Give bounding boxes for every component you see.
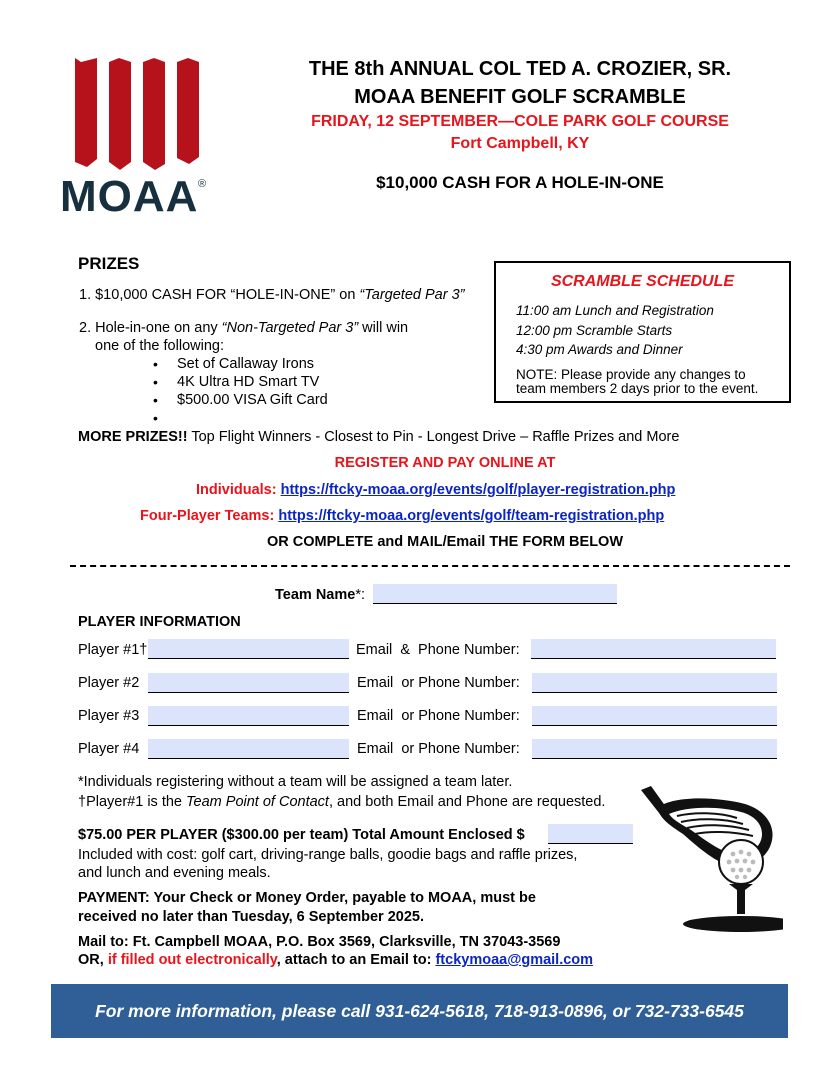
team-name-field[interactable] [373,584,617,604]
prize-option [153,409,328,427]
individuals-row [196,482,675,498]
player-1-label: Player #1† [78,642,148,658]
prize-item-2-suffix: will win [358,320,409,336]
cost-included-line1: Included with cost: golf cart, driving-range balls, goodie bags and raffle prizes, [78,847,578,863]
individuals-label: Individuals: [196,482,277,498]
registered-mark: ® [198,178,207,190]
event-title-line1: THE 8th ANNUAL COL TED A. CROZIER, SR. [308,58,732,80]
event-location: Fort Campbell, KY [450,135,590,152]
cut-line-divider [70,565,790,567]
player-1-contact-label: Email & Phone Number: [356,642,520,658]
contact-note [78,794,605,810]
payment-line1: PAYMENT: Your Check or Money Order, payable to MOAA, must be [78,890,536,906]
player-4-contact-field[interactable] [532,739,777,759]
schedule-note-line2: team members 2 days prior to the event. [516,381,759,396]
prize-option: • Set of Callaway Irons [153,355,328,373]
player-2-label: Player #2 [78,675,140,691]
email-or-prefix: OR, [78,952,108,968]
email-or-red: if filled out electronically [107,952,277,968]
prizes-heading: PRIZES [78,254,140,273]
teams-row [140,508,664,524]
cost-included-line2: and lunch and evening meals. [78,865,271,881]
player-3-contact-field[interactable] [532,706,777,726]
player-1-name-field[interactable] [148,639,349,659]
contact-note-suffix: , and both Email and Phone are requested. [328,794,606,810]
schedule-row: 11:00 am Lunch and Registration [516,303,714,318]
register-heading: REGISTER AND PAY ONLINE AT [334,455,556,471]
schedule-title: SCRAMBLE SCHEDULE [550,273,735,290]
contact-note-em: Team Point of Contact [186,794,329,810]
player-3-label: Player #3 [78,708,140,724]
player-3-name-field[interactable] [148,706,349,726]
prize-option: • 4K Ultra HD Smart TV [153,373,328,391]
schedule-row: 4:30 pm Awards and Dinner [516,342,683,357]
moaa-logo-bars [75,58,199,173]
teams-label: Four-Player Teams: [140,508,275,524]
individuals-registration-link[interactable]: https://ftcky-moaa.org/events/golf/player-registration.php [280,482,676,498]
golf-club-icon [633,786,783,936]
amount-enclosed-field[interactable] [548,824,633,844]
player-4-contact-label: Email or Phone Number: [357,741,520,757]
mail-line: Mail to: Ft. Campbell MOAA, P.O. Box 3569, Clarksville, TN 37043-3569 [78,934,561,950]
team-name-label: Team Name [275,587,356,603]
prize-item-1-em: “Targeted Par 3” [359,287,465,303]
prize-item-1-text: 1. $10,000 CASH FOR “HOLE-IN-ONE” on [79,287,360,303]
or-complete-line: OR COMPLETE and MAIL/Email THE FORM BELOW [266,534,624,550]
player-1-contact-field[interactable] [531,639,776,659]
player-2-name-field[interactable] [148,673,349,693]
more-prizes [78,429,679,445]
prize-item-1 [79,287,464,303]
player-2-contact-field[interactable] [532,673,777,693]
prize-options-list [153,355,328,427]
more-prizes-label: MORE PRIZES!! [78,429,188,445]
contact-note-prefix: †Player#1 is the [78,794,187,810]
prize-option: • $500.00 VISA Gift Card [153,391,328,409]
prize-item-2 [79,320,408,336]
schedule-note-line1: NOTE: Please provide any changes to [516,367,746,382]
schedule-row: 12:00 pm Scramble Starts [516,323,673,338]
player-3-contact-label: Email or Phone Number: [357,708,520,724]
team-name-suffix: *: [355,587,365,603]
golf-ball-icon [719,840,763,884]
team-name-label-group [275,587,365,603]
player-4-label: Player #4 [78,741,140,757]
email-link[interactable]: ftckymoaa@gmail.com [435,952,594,968]
prize-item-2-em: “Non-Targeted Par 3” [221,320,359,336]
cost-line: $75.00 PER PLAYER ($300.00 per team) Total Amount Enclosed $ [78,827,525,843]
teams-registration-link[interactable]: https://ftcky-moaa.org/events/golf/team-registration.php [278,508,665,524]
event-date-venue: FRIDAY, 12 SEPTEMBER—COLE PARK GOLF COURSE [311,113,729,130]
prize-item-2-line2: one of the following: [95,338,224,354]
player-4-name-field[interactable] [148,739,349,759]
event-title-line2: MOAA BENEFIT GOLF SCRAMBLE [354,86,686,108]
email-line [78,952,593,968]
player-2-contact-label: Email or Phone Number: [357,675,520,691]
headline-prize: $10,000 CASH FOR A HOLE-IN-ONE [376,173,664,192]
email-or-suffix: , attach to an Email to: [276,952,436,968]
prize-item-2-text: 2. Hole-in-one on any [79,320,222,336]
more-prizes-text: Top Flight Winners - Closest to Pin - Longest Drive – Raffle Prizes and More [187,429,680,445]
footer-contact-banner: For more information, please call 931-624-5618, 718-913-0896, or 732-733-6545 [51,984,788,1038]
moaa-logo-text: MOAA [60,172,199,221]
payment-line2: received no later than Tuesday, 6 September 2025. [78,909,424,925]
player-info-heading: PLAYER INFORMATION [78,614,241,630]
team-note: *Individuals registering without a team will be assigned a team later. [78,774,513,790]
